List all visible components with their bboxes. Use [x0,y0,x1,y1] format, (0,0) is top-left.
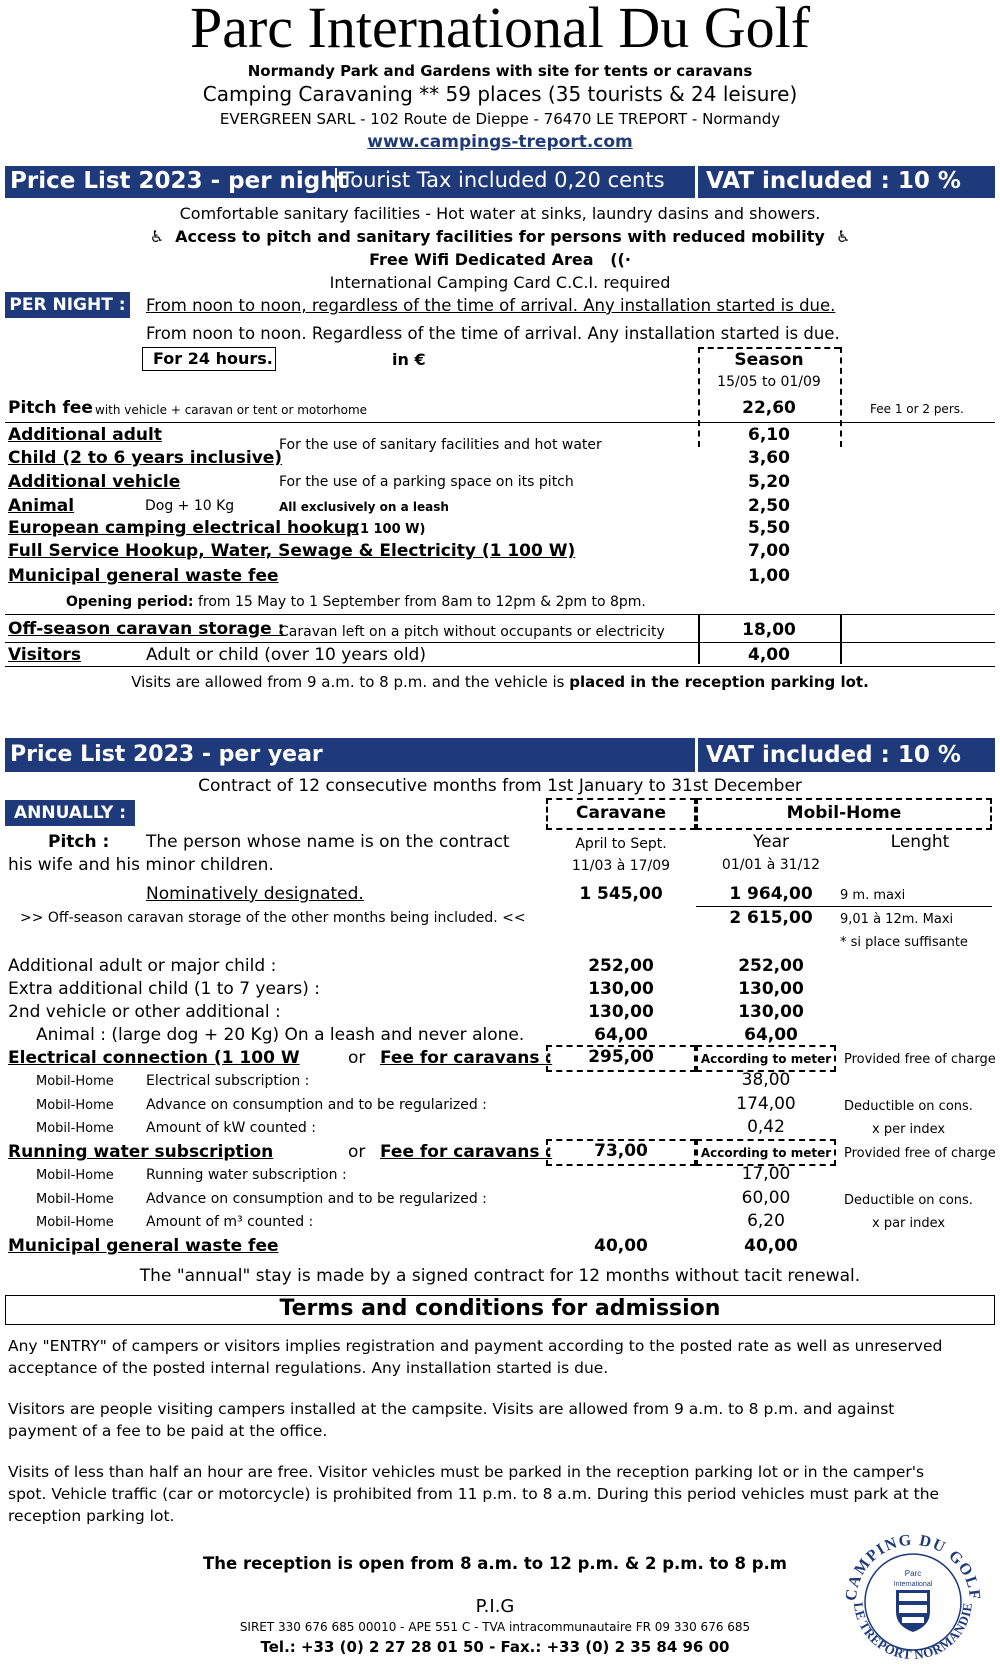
nominative-mobil: 1 964,00 [729,884,813,904]
visits-line [0,673,1000,691]
sanitary-note: For the use of sanitary facilities and hot water [279,437,602,453]
nominative-caravane: 1 545,00 [579,884,663,904]
pitch-text: The person whose name is on the contract [146,832,510,852]
terms-p1-line2: acceptance of the posted internal regulations. Any installation started is due. [8,1359,609,1377]
pitch-fee-label: Pitch fee [8,398,93,418]
elec-row-3-value: 0,42 [747,1117,785,1137]
water-row-3-label: Amount of m³ counted : [146,1214,314,1230]
visitors-divider [5,666,995,667]
pitch-label: Pitch : [48,832,110,852]
logo-top-text: CAMPING DU GOLF [842,1531,984,1602]
season-dates: 15/05 to 01/09 [717,374,821,390]
row-vehicle-price: 5,20 [748,472,790,492]
elec-label: Electrical connection (1 100 W [8,1048,300,1068]
year-dates: 01/01 à 31/12 [721,857,821,873]
terms-p3-line1: Visits of less than half an hour are free. Visitor vehicles must be parked in the reception parking lot or in the camper's [8,1463,925,1481]
row-full-service-price: 7,00 [748,541,790,561]
capacity-line: Camping Caravaning ** 59 places (35 tourists & 24 leisure) [202,82,798,106]
extra-animal-caravane: 64,00 [594,1025,648,1045]
currency-label: in € [392,350,426,369]
logo-bottom-text: LE TREPORT NORMANDIE [850,1601,976,1660]
footer-siret: SIRET 330 676 685 00010 - APE 551 C - TVA intracommunautaire FR 09 330 676 685 [239,1620,751,1634]
water-or: or [348,1142,366,1162]
caravane-period: April to Sept. [575,836,667,852]
year-waste-label: Municipal general waste fee [8,1236,279,1256]
visitors-price: 4,00 [748,645,790,665]
logo-center-text: Parc [904,1569,922,1578]
visitors-label: Visitors [8,645,81,665]
elec-or: or [348,1048,366,1068]
row-waste-label: Municipal general waste fee [8,566,279,586]
elec-row-1-label: Electrical subscription : [146,1073,310,1089]
terms-p2-line1: Visitors are people visiting campers installed at the campsite. Visits are allowed from 9 a.m. to 8 p.m. and against [8,1400,895,1418]
extra-child-label: Extra additional child (1 to 7 years) : [8,979,320,999]
contract-line: Contract of 12 consecutive months from 1st January to 31st December [198,776,802,796]
pitch-text-2: his wife and his minor children. [8,855,274,875]
row-electrical-price: 5,50 [748,518,790,538]
row-child-price: 3,60 [748,448,790,468]
water-row-2-label: Advance on consumption and to be regularized : [146,1191,487,1207]
opening-divider [5,614,995,615]
row-vehicle-label: Additional vehicle [8,472,181,492]
water-row-1-type: Mobil-Home [36,1168,114,1183]
wheelchair-icon: ♿ [835,227,851,246]
length-label: Lenght [890,832,950,852]
caravane-header: Caravane [576,803,666,823]
space-note: * si place suffisante [840,935,968,950]
extra-adult-mobil: 252,00 [738,956,804,976]
extra-child-caravane: 130,00 [588,979,654,999]
camping-logo [838,1530,988,1660]
row-waste-price: 1,00 [748,566,790,586]
wifi-text: Free Wifi Dedicated Area [369,250,594,269]
year-bar-vat: VAT included : 10 % [695,738,961,772]
row-electrical-label: European camping electrical hookup [8,518,359,538]
night-bar-vat: VAT included : 10 % [695,166,961,198]
row-animal-dog: Dog + 10 Kg [145,498,235,514]
water-label: Running water subscription [8,1142,274,1162]
water-row-3-note: x par index [872,1216,946,1231]
season-header: Season [734,350,804,370]
storage-price: 18,00 [742,620,796,640]
storage-note: Caravan left on a pitch without occupants or electricity [279,624,665,640]
extra-vehicle-label: 2nd vehicle or other additional : [8,1002,281,1022]
terms-title: Terms and conditions for admission [279,1296,721,1321]
terms-p1-line1: Any "ENTRY" of campers or visitors implies registration and payment according to the posted rate as well as unreserved [8,1337,943,1355]
elec-row-1-value: 38,00 [741,1070,791,1090]
logo-shield-icon [896,1590,930,1632]
elec-caravane: 295,00 [588,1047,654,1067]
year-waste-mobil: 40,00 [744,1236,798,1256]
extra-adult-label: Additional adult or major child : [8,956,277,976]
mobil-header: Mobil-Home [786,803,902,823]
annually-tag: ANNUALLY : [5,800,135,826]
opening-label: Opening period: [66,594,194,610]
water-row-1-value: 17,00 [741,1164,791,1184]
per-night-tag: PER NIGHT : [5,292,130,318]
extra-adult-caravane: 252,00 [588,956,654,976]
wheelchair-icon: ♿ [149,227,165,246]
nominative-label: Nominatively designated. [146,884,364,904]
year-waste-caravane: 40,00 [594,1236,648,1256]
row-additional-adult-label: Additional adult [8,425,162,445]
row-vehicle-note: For the use of a parking space on its pitch [279,474,574,490]
per-night-text-2: From noon to noon. Regardless of the time of arrival. Any installation started is due. [146,324,840,343]
elec-row-3-label: Amount of kW counted : [146,1120,316,1136]
water-fee-caravans: Fee for caravans : [380,1142,553,1162]
terms-p3-line3: reception parking lot. [8,1507,175,1525]
opening-text: from 15 May to 1 September from 8am to 12pm & 2pm to 8pm. [193,594,646,610]
night-bar-title: Price List 2023 - per night [10,168,348,194]
water-row-2-note: Deductible on cons. [844,1193,973,1208]
card-requirement: International Camping Card C.C.I. required [329,273,671,292]
reception-hours: The reception is open from 8 a.m. to 12 p.m. & 2 p.m. to 8 p.m [203,1554,787,1573]
year-bar-title: Price List 2023 - per year [10,742,323,767]
website-link[interactable]: www.campings-treport.com [367,132,633,152]
row-full-service-label: Full Service Hookup, Water, Sewage & Electricity (1 100 W) [8,541,576,561]
pitch-fee-note: with vehicle + caravan or tent or motorhome [95,403,368,417]
wifi-line [0,250,1000,269]
water-free: Provided free of charge [844,1146,996,1161]
visits-text: Visits are allowed from 9 a.m. to 8 p.m. and the vehicle is [131,673,570,691]
water-row-2-value: 60,00 [741,1188,791,1208]
pitch-fee-people: Fee 1 or 2 pers. [870,402,964,416]
elec-row-2-note: Deductible on cons. [844,1099,973,1114]
nominative-length: 9 m. maxi [840,888,906,903]
footer-contact: Tel.: +33 (0) 2 27 28 01 50 - Fax.: +33 (0) 2 35 84 96 00 [260,1638,730,1656]
storage-divider [5,642,995,643]
water-row-2-type: Mobil-Home [36,1192,114,1207]
elec-row-2-value: 174,00 [736,1094,796,1114]
storage-label: Off-season caravan storage : [8,619,285,639]
extra-vehicle-caravane: 130,00 [588,1002,654,1022]
footer-pig: P.I.G [475,1596,515,1617]
water-according: According to meter [700,1146,832,1160]
row-animal-note: All exclusively on a leash [279,500,449,514]
water-row-3-value: 6,20 [747,1211,785,1231]
row-child-label: Child (2 to 6 years inclusive) [8,448,283,468]
elec-row-2-label: Advance on consumption and to be regularized : [146,1097,487,1113]
elec-free: Provided free of charge [844,1052,996,1067]
row-animal-label: Animal [8,496,75,516]
price-list-year-bar [5,738,995,772]
extra-child-mobil: 130,00 [738,979,804,999]
extra-animal-label: Animal : (large dog + 20 Kg) On a leash and never alone. [36,1025,525,1045]
per-night-text: From noon to noon, regardless of the time of arrival. Any installation started is due. [146,296,836,315]
storage-length: 9,01 à 12m. Maxi [840,912,954,927]
mobil-divider [696,906,992,907]
access-text: Access to pitch and sanitary facilities for persons with reduced mobility [175,227,825,246]
elec-row-3-note: x per index [872,1122,946,1137]
storage-col-right [840,614,842,664]
season-col-top [698,347,840,349]
visitors-note: Adult or child (over 10 years old) [146,645,426,665]
water-row-3-type: Mobil-Home [36,1215,114,1230]
price-list-night-bar [5,166,995,198]
annual-note: The "annual" stay is made by a signed contract for 12 months without tacit renewal. [139,1266,861,1286]
visits-bold: placed in the reception parking lot. [569,673,869,691]
pitch-fee-price: 22,60 [742,398,796,418]
subtitle: Normandy Park and Gardens with site for tents or caravans [247,62,753,80]
elec-row-3-type: Mobil-Home [36,1121,114,1136]
elec-according: According to meter [700,1052,832,1066]
caravane-dates: 11/03 à 17/09 [571,858,671,874]
facilities-text: Comfortable sanitary facilities - Hot water at sinks, laundry dasins and showers. [179,204,821,223]
row-electrical-note: (1 100 W) [354,522,426,537]
elec-row-1-type: Mobil-Home [36,1074,114,1089]
storage-mobil: 2 615,00 [729,908,813,928]
terms-p2-line2: payment of a fee to be paid at the office. [8,1422,328,1440]
logo-center-text-2: International [893,1581,933,1588]
season-col-right [840,347,842,447]
address-line: EVERGREEN SARL - 102 Route de Dieppe - 76470 LE TREPORT - Normandy [219,110,781,128]
water-row-1-label: Running water subscription : [146,1167,347,1183]
night-bar-tax: Tourist Tax included 0,20 cents [335,168,665,192]
page-title: Parc International Du Golf [189,0,811,60]
opening-period [66,594,646,610]
night-divider [5,422,995,423]
elec-row-2-type: Mobil-Home [36,1098,114,1113]
elec-fee-caravans: Fee for caravans : [380,1048,553,1068]
extra-animal-mobil: 64,00 [744,1025,798,1045]
access-line [0,227,1000,246]
water-caravane: 73,00 [594,1141,648,1161]
terms-p3-line2: spot. Vehicle traffic (car or motorcycle) is prohibited from 11 p.m. to 8 a.m. During this period vehicles must park at the [8,1485,940,1503]
storage-included: >> Off-season caravan storage of the other months being included. << [20,910,526,926]
row-animal-price: 2,50 [748,496,790,516]
year-label: Year [753,832,789,852]
hours-text: For 24 hours. [153,349,273,368]
wifi-icon: ((· [610,250,631,269]
row-additional-adult-price: 6,10 [748,425,790,445]
extra-vehicle-mobil: 130,00 [738,1002,804,1022]
